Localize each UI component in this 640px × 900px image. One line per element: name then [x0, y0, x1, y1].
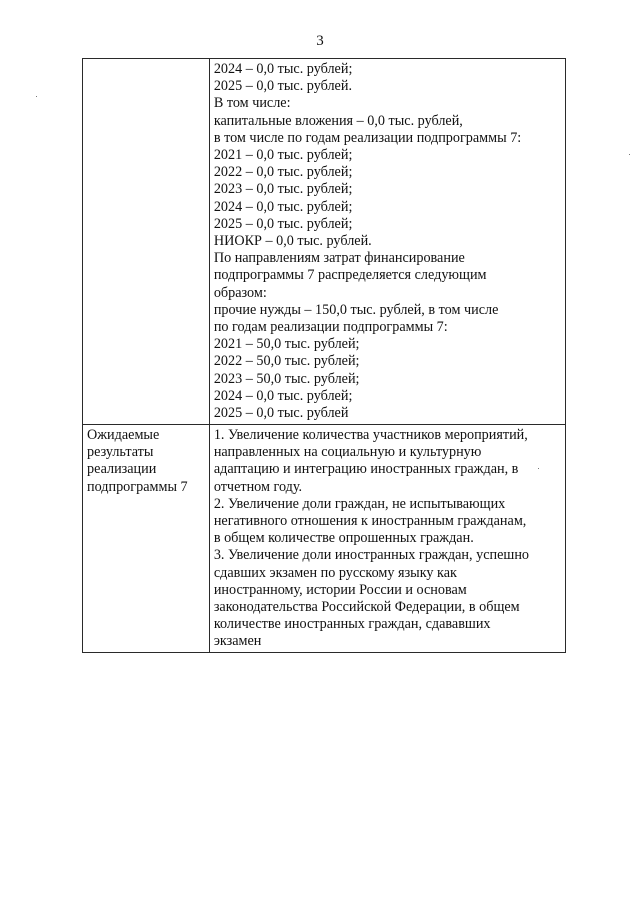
cell-text-line: адаптацию и интеграцию иностранных граждан, в: [213, 461, 519, 478]
cell-text-line: 3. Увеличение доли иностранных граждан, успешно: [213, 547, 530, 564]
cell-text-line: капитальные вложения – 0,0 тыс. рублей,: [213, 112, 463, 129]
cell-text-line: 2022 – 50,0 тыс. рублей;: [213, 353, 360, 370]
cell-text-line: экзамен: [213, 633, 262, 650]
expected-results-content-cell: [209, 425, 565, 653]
cell-text-line: сдавших экзамен по русскому языку как: [213, 564, 457, 581]
cell-text-line: отчетном году.: [213, 478, 303, 495]
scan-speck: [629, 154, 630, 155]
scan-speck: [538, 468, 539, 469]
financing-content-cell: [209, 59, 565, 425]
cell-text-line: результаты: [87, 444, 154, 461]
cell-text-line: По направлениям затрат финансирование: [213, 250, 465, 267]
cell-text-line: образом:: [213, 284, 267, 301]
cell-text-line: прочие нужды – 150,0 тыс. рублей, в том числе: [213, 301, 499, 318]
cell-text-line: 2023 – 0,0 тыс. рублей;: [213, 181, 353, 198]
expected-results-label-cell: [83, 425, 210, 653]
cell-text-line: направленных на социальную и культурную: [213, 444, 482, 461]
cell-text-line: законодательства Российской Федерации, в общем: [213, 599, 520, 616]
cell-text-line: подпрограммы 7: [87, 478, 188, 495]
cell-text-line: 2024 – 0,0 тыс. рублей;: [213, 61, 353, 77]
cell-text-line: 2021 – 50,0 тыс. рублей;: [213, 336, 360, 353]
cell-text-line: 2023 – 50,0 тыс. рублей;: [213, 370, 360, 387]
cell-text-line: 2025 – 0,0 тыс. рублей;: [213, 215, 353, 232]
cell-text-line: подпрограммы 7 распределяется следующим: [213, 267, 487, 284]
cell-text-line: 2025 – 0,0 тыс. рублей: [213, 405, 349, 422]
scan-speck: [36, 96, 37, 97]
cell-text-line: по годам реализации подпрограммы 7:: [213, 319, 448, 336]
cell-text-line: негативного отношения к иностранным гражданам,: [213, 513, 527, 530]
passport-table: [82, 58, 566, 653]
page-number: 3: [316, 33, 324, 49]
cell-text-line: Ожидаемые: [87, 427, 160, 443]
cell-text-line: 2025 – 0,0 тыс. рублей.: [213, 78, 352, 95]
table-row-expected-results: [83, 425, 566, 653]
cell-text-line: 1. Увеличение количества участников мероприятий,: [213, 427, 528, 443]
cell-text-line: 2024 – 0,0 тыс. рублей;: [213, 198, 353, 215]
table-row-financing: [83, 59, 566, 425]
label-cell-empty: [83, 59, 210, 425]
cell-text-line: 2022 – 0,0 тыс. рублей;: [213, 164, 353, 181]
cell-text-line: 2024 – 0,0 тыс. рублей;: [213, 387, 353, 404]
cell-text-line: НИОКР – 0,0 тыс. рублей.: [213, 233, 372, 250]
cell-text-line: в том числе по годам реализации подпрограммы 7:: [213, 129, 522, 146]
cell-text-line: количестве иностранных граждан, сдававших: [213, 616, 491, 633]
cell-text-line: В том числе:: [213, 95, 291, 112]
cell-text-line: реализации: [87, 461, 157, 478]
cell-text-line: иностранному, истории России и основам: [213, 581, 467, 598]
cell-text-line: 2021 – 0,0 тыс. рублей;: [213, 147, 353, 164]
cell-text-line: 2. Увеличение доли граждан, не испытывающих: [213, 495, 506, 512]
cell-text-line: в общем количестве опрошенных граждан.: [213, 530, 474, 547]
